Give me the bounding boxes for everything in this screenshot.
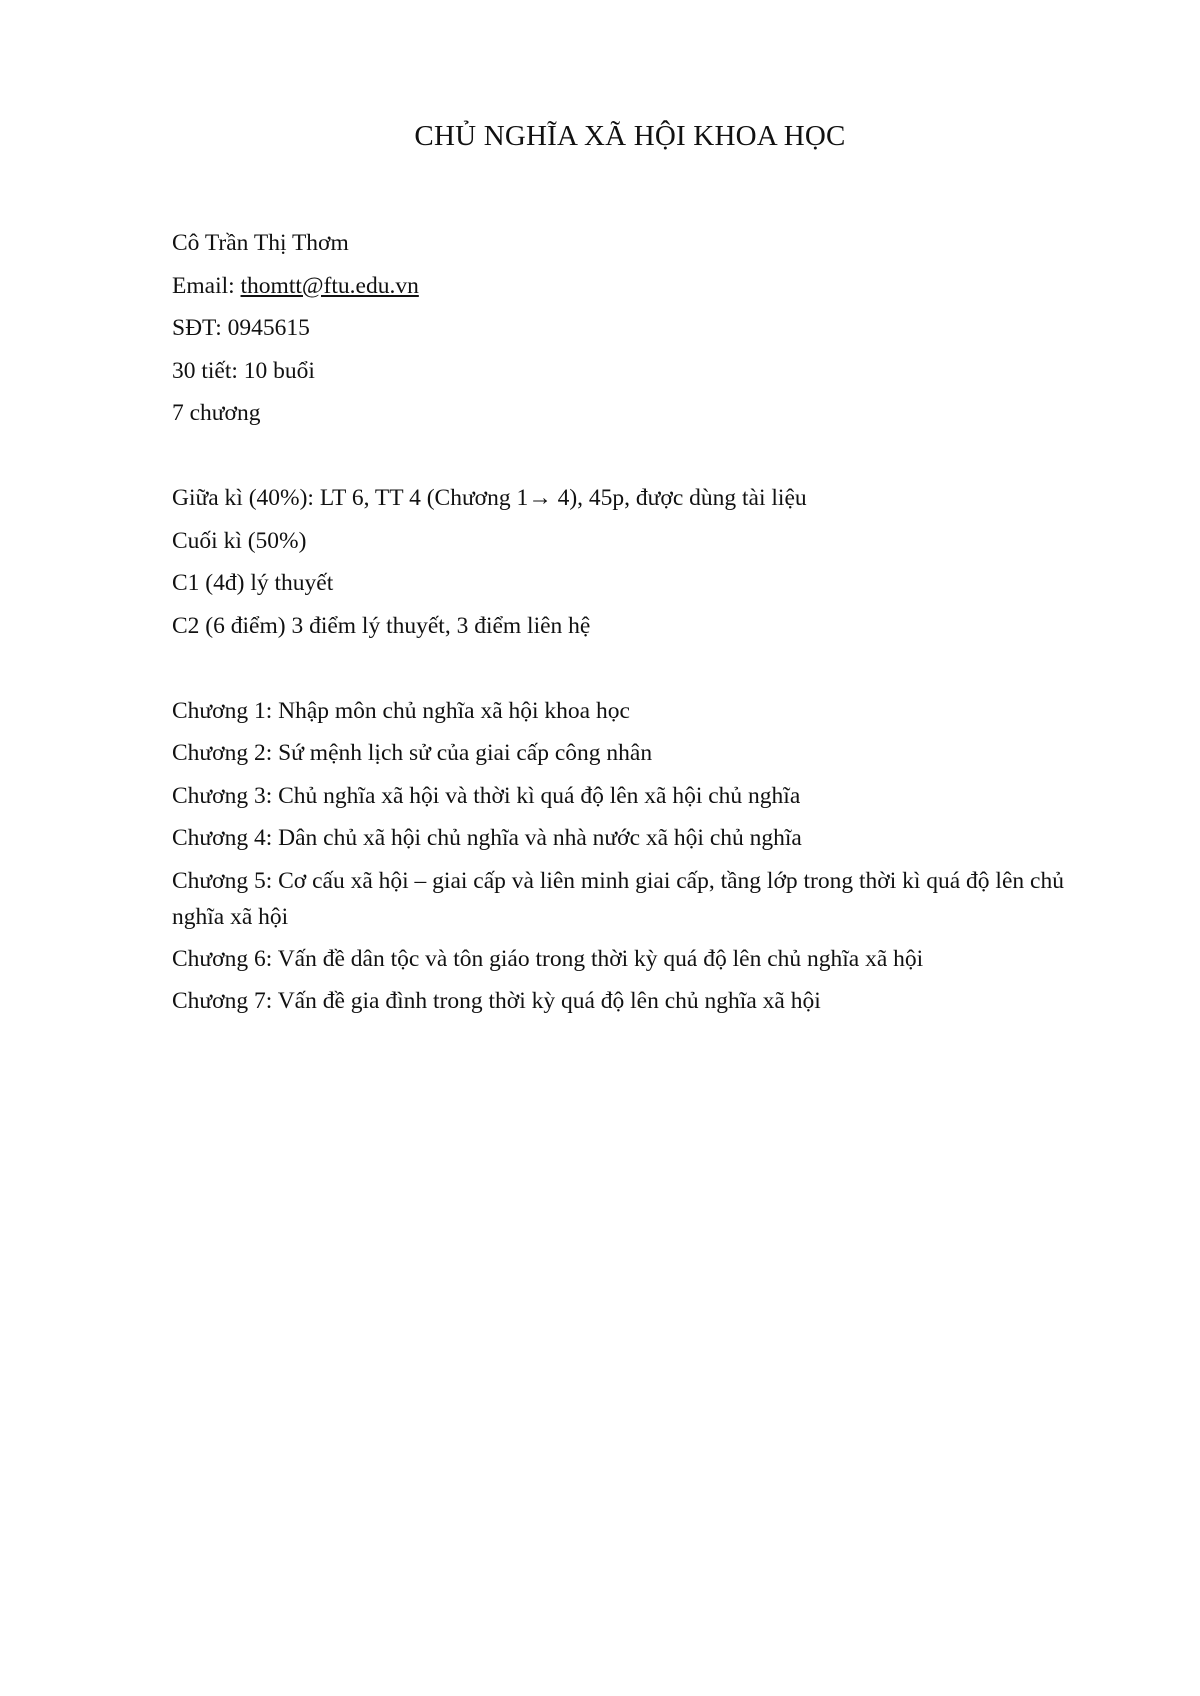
chapter-item: Chương 1: Nhập môn chủ nghĩa xã hội khoa học xyxy=(172,697,630,724)
spacer xyxy=(172,647,1102,690)
document-body xyxy=(172,222,1102,1023)
teacher-name: Cô Trần Thị Thơm xyxy=(172,230,349,256)
chapter-item: Chương 2: Sứ mệnh lịch sử của giai cấp công nhân xyxy=(172,740,653,766)
chapter-item: Chương 5: Cơ cấu xã hội – giai cấp và liên minh giai cấp, tầng lớp trong thời kì quá độ lên chủ nghĩa xã hội xyxy=(172,867,1064,930)
periods-info: 30 tiết: 10 buổi xyxy=(172,357,315,384)
email-label: Email: xyxy=(172,272,241,299)
chapters-count: 7 chương xyxy=(172,400,261,426)
document-title: CHỦ NGHĨA XÃ HỘI KHOA HỌC xyxy=(414,120,846,152)
email-link[interactable]: thomtt@ftu.edu.vn xyxy=(240,272,419,299)
midterm-grading: Giữa kì (40%): LT 6, TT 4 (Chương 1→ 4), 45p, được dùng tài liệu xyxy=(172,485,807,511)
chapter-item: Chương 4: Dân chủ xã hội chủ nghĩa và nhà nước xã hội chủ nghĩa xyxy=(172,825,802,851)
final-grading: Cuối kì (50%) xyxy=(172,527,307,554)
email-line xyxy=(172,265,1102,308)
question-1-grading: C1 (4đ) lý thuyết xyxy=(172,570,334,596)
chapter-list xyxy=(172,690,1102,1023)
spacer xyxy=(172,435,1102,478)
phone-number: SĐT: 0945615 xyxy=(172,315,310,341)
chapter-item: Chương 7: Vấn đề gia đình trong thời kỳ quá độ lên chủ nghĩa xã hội xyxy=(172,988,821,1014)
chapter-item: Chương 6: Vấn đề dân tộc và tôn giáo trong thời kỳ quá độ lên chủ nghĩa xã hội xyxy=(172,945,924,972)
question-2-grading: C2 (6 điểm) 3 điểm lý thuyết, 3 điểm liên hệ xyxy=(172,612,591,639)
chapter-item: Chương 3: Chủ nghĩa xã hội và thời kì quá độ lên xã hội chủ nghĩa xyxy=(172,782,801,809)
